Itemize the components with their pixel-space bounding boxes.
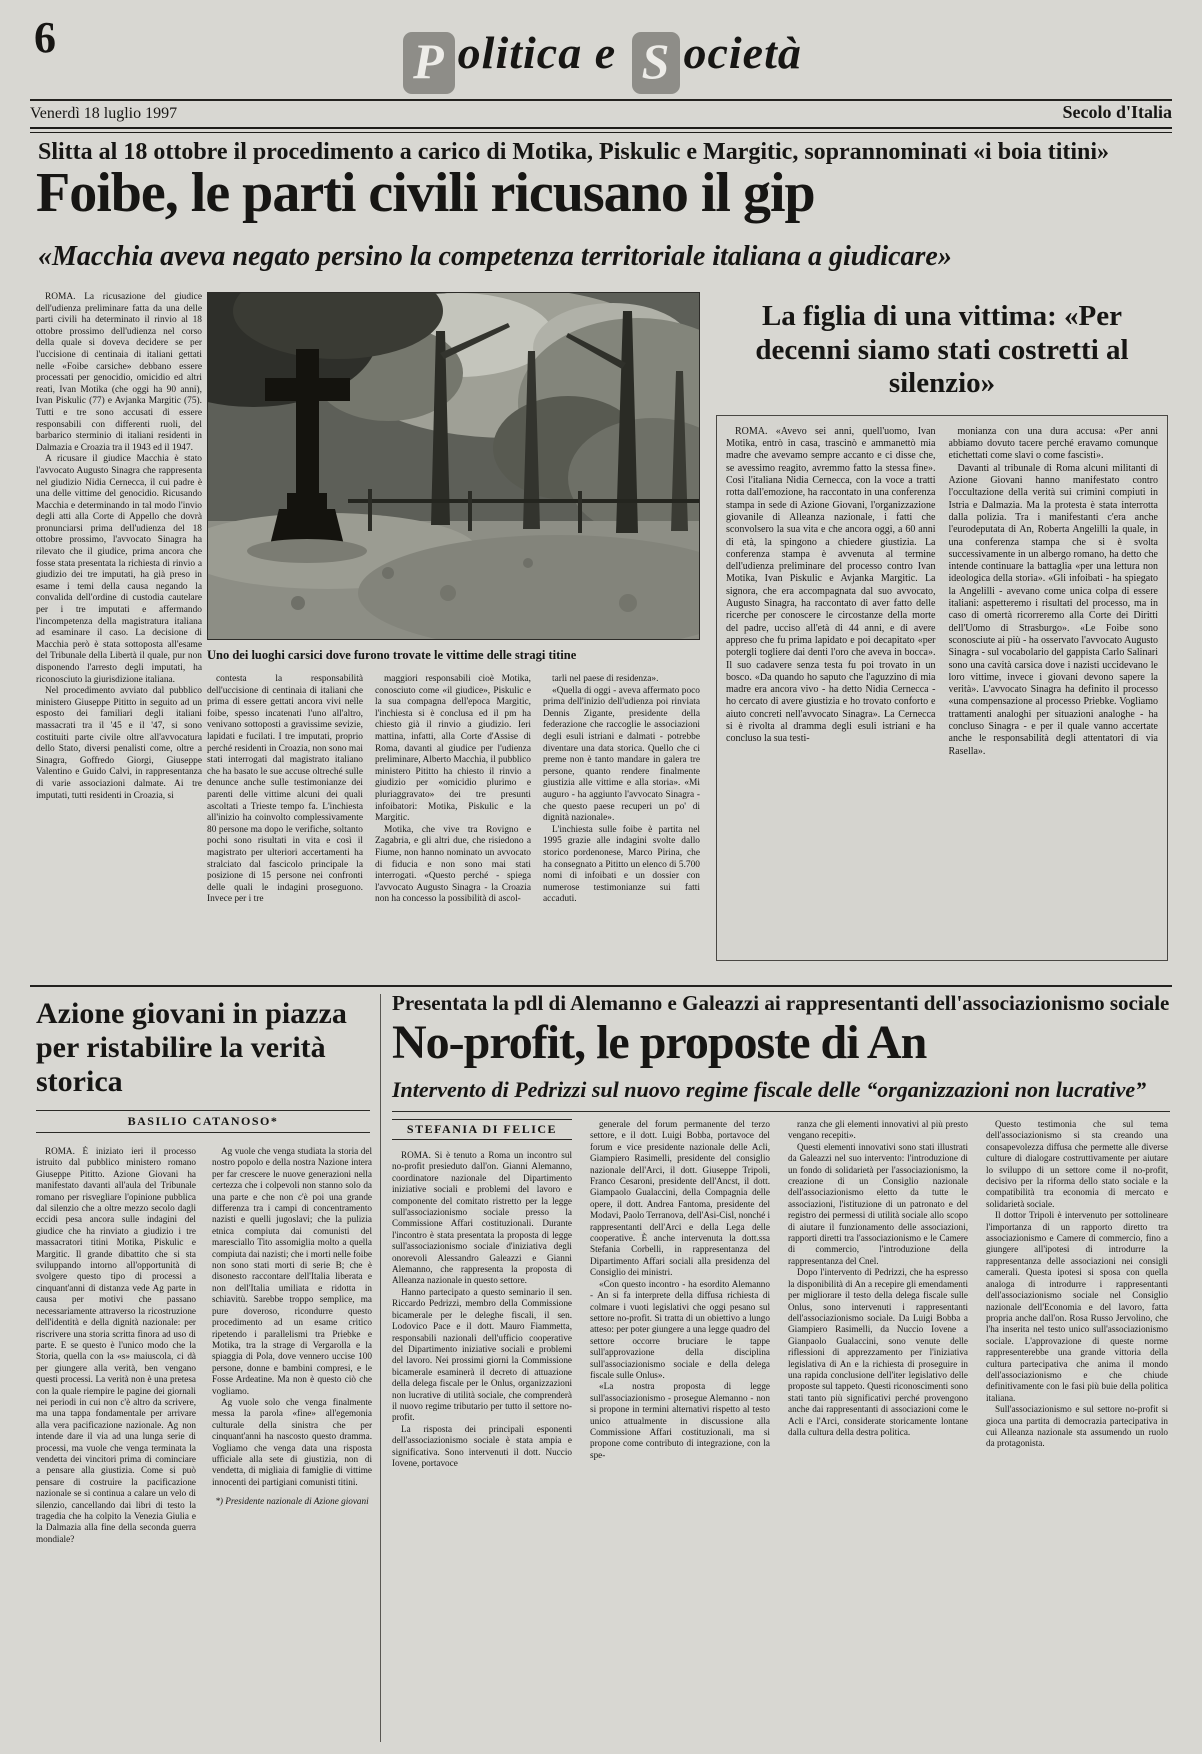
left-article-byline: BASILIO CATANOSO*	[36, 1110, 370, 1133]
forest-cross-photo-illustration	[208, 293, 699, 639]
column-divider	[380, 994, 381, 1742]
left-article-column-2	[212, 1146, 372, 1736]
noprofit-kicker: Presentata la pdl di Alemanno e Galeazzi ai rappresentanti dell'associazionismo sociale	[392, 991, 1170, 1015]
main-article-column-3: maggiori responsabili cioè Motika, conosciuto come «il giudice», Piskulic e la sua compagna dell'epoca Margitic, l'inchiesta si è conclusa ed il pm ha chiesto già il rinvio a giudizio. Ieri mattina, infatti, alla Corte d'Assise di Roma, davanti al giudice per l'udienza preliminare, Alberto Macchia, il pubblico ministero Pititto ha chiesto il rinvio a giudizio per «omicidio plurimo e pluriaggravato» dei tre presunti infoibatori: Motika, Piskulic e la Margitic. Motika, che vive tra Rovigno e Zagabria, e gli altri due, che risiedono a Fiume, non hanno nominato un avvocato di fiducia e non sono mai stati interrogati. «Questo perché - spiega l'avvocato Augusto Sinagra - la Croazia non ha concesso la possibilità di ascol-	[375, 674, 531, 905]
main-subhead: «Macchia aveva negato persino la competenza territoriale italiana a giudicare»	[38, 241, 952, 272]
header-double-rule	[30, 127, 1172, 133]
header-rule	[30, 99, 1172, 101]
noprofit-byline: STEFANIA DI FELICE	[392, 1119, 572, 1140]
noprofit-column-4: Questo testimonia che sul tema dell'associazionismo si sta creando una consapevolezza diffusa che permette alle diverse culture di dialogare costruttivamente per aiutare lo sviluppo di un settore come il no-profit, decisivo per la riforma dello stato sociale e la compatibilità tra economia di mercato e solidarietà sociale. Il dottor Tripoli è intervenuto per sottolineare l'importanza di un rapporto diretto tra associazionismo e Camere di commercio, fino a giungere all'ipotesi di introdurre la rappresentanza delle associazioni nei consigli camerali. Questa ipotesi si sposa con quella analoga di introdurre i rappresentanti dell'associazionismo sociale nel Consiglio nazionale dell'Economia e del lavoro, fatta propria anche dall'on. Rosa Russo Jervolino, che l'ha inserita nel testo unico sull'associazionismo sociale. L'approvazione di queste norme rappresenterebbe una grande vittoria della cultura partecipativa che anima il mondo dell'associazionismo e che chiude definitivamente con le fasi più buie della politica italiana. Sull'associazionismo e sul settore no-profit si gioca una partita di democrazia partecipativa in cui Alleanza nazionale sta assumendo un ruolo da protagonista.	[986, 1119, 1168, 1449]
noprofit-column-3: ranza che gli elementi innovativi al più presto vengano recepiti». Questi elementi innovativi sono stati illustrati da Galeazzi nel suo intervento: l'introduzione di un fondo di solidarietà per l'associazionismo, la creazione di un Consiglio nazionale dell'associazionismo eletto da tutte le associazioni, l'istituzione di un patronato e del registro dei permessi di utilità sociale allo scopo di aiutare il funzionamento delle associazioni, rapporti diretti tra l'associazionismo e le Camere di commercio, l'introduzione della rappresentanza del Cnel. Dopo l'intervento di Pedrizzi, che ha espresso la disponibilità di An a recepire gli emendamenti per migliorare il testo della delega fiscale sulle Onlus, sono intervenuti i rappresentanti dell'associazionismo sociale. Da Luigi Bobba a Giampiero Rasimelli, da Nuccio Iovene a Gianpaolo Gualaccini, sono venute delle riflessioni di apprezzamento per l'iniziativa legislativa di An e la richiesta di proseguire in una rapida conclusione dell'iter legislativo delle proposte sul tappeto. Questi riconoscimenti sono stati tanto più significativi perché provengono anche dai rappresentanti di associazioni come le Acli e l'Arci, considerate storicamente lontane dalla cultura della destra politica.	[788, 1119, 968, 1437]
left-article-footnote: *) Presidente nazionale di Azione giovani	[215, 1496, 369, 1507]
noprofit-subhead: Intervento di Pedrizzi sul nuovo regime fiscale delle “organizzazioni non lucrative”	[392, 1077, 1170, 1112]
sidebar-title: La figlia di una vittima: «Per decenni siamo stati costretti al silenzio»	[755, 300, 1129, 400]
sidebar-column-2: monianza con una dura accusa: «Per anni abbiamo dovuto tacere perché eravamo comunque etichettati come slavi o come fascisti». Davanti al tribunale di Roma alcuni militanti di Azione Giovani hanno manifestato contro l'occultazione della verità sui crimini compiuti in Istria e Dalmazia. Ma la protesta è stata interrotta dalla polizia. Tra i manifestanti c'era anche l'eurodeputata di An, Roberta Angelilli la quale, in una conferenza stampa che si è svolta successivamente in un albergo romano, ha detto che intende continuare la battaglia «per una lettura non ideologica della storia». «Gli infoibati - ha spiegato la Angelilli - avevano come unica colpa di essere italiani: aspetteremo i risultati del processo, ma in caso di omertà ricorreremo alla Corte dei Diritti dell'Uomo di Strasburgo». «Le Foibe sono sconosciute ai più - ha osservato l'avvocato Augusto Sinagra - sul vocabolario del gappista Carlo Salinari sono una cavità carsica dove i nazisti uccidevano le loro vittime, invece i giovani devono sapere la verità». L'avvocato Sinagra ha definito il processo «una compensazione al processo Priebke. Vogliamo trattamenti analoghi per situazioni analoghe - ha concluso Sinagra - e per il quale vanno accertate anche le responsabilità degli attentatori di via Rasella».	[948, 425, 1158, 757]
dateline	[30, 102, 1172, 123]
section-title	[0, 26, 1202, 94]
noprofit-column-2: generale del forum permanente del terzo settore, e il dott. Luigi Bobba, portavoce del forum e vice presidente nazionale delle Acli, Giampiero Rasimelli, presidente del consiglio nazionale dell'Arci, il dott. Giuseppe Tripoli, Franco Cesaroni, presidente dell'Ancst, il dott. Giampaolo Gualaccini, della Compagnia delle opere, il dott. Andrea Fantoma, presidente del Modavi, Paolo Terranova, dell'Asi-Cisl, nonché i rappresentanti dell'Arci e della Lega delle cooperative. È anche intervenuta la dott.ssa Stefania Corbelli, in rappresentanza del Dipartimento Affari sociali alla presidenza del Consiglio dei ministri. «Con questo incontro - ha esordito Alemanno - An si fa interprete della diffusa richiesta di colmare i vuoti legislativi che oggi pesano sul settore no-profit. Si tratta di un obiettivo a lungo atteso: per poter giungere a una legge quadro del settore occorre bruciare le tappe sull'approvazione della disciplina sull'associazionismo sociale e della delega fiscale sulle Onlus». «La nostra proposta di legge sull'associazionismo - prosegue Alemanno - non si propone in termini alternativi rispetto al testo unico attualmente in discussione alla Commissione Affari costituzionali, ma si propone come contributo di integrazione, con la spe-	[590, 1119, 770, 1460]
masthead: Secolo d'Italia	[1062, 102, 1172, 122]
section-title-initial-p: P	[403, 32, 455, 94]
section-divider	[30, 985, 1172, 987]
section-title-mid: olitica e	[457, 27, 629, 78]
left-article-column-1: ROMA. È iniziato ieri il processo istruito dal pubblico ministero romano Giuseppe Pititto. Azione Giovani ha manifestato davanti all'aula del Tribunale romano per risvegliare l'opinione pubblica dal silenzio che a oltre mezzo secolo dagli eccidi pesa ancora sulle indagini del giudice che ha rinviato a giudizio i tre massacratori titini Motika, Piskulic e Margitic. Il grande dibattito che si sta sviluppando intorno all'opportunità di svolgere questo tipo di processi a cinquant'anni di distanza vede Ag parte in causa per motivi che passano necessariamente attraverso la ricostruzione dell'identità e della dignità nazionale: per riscrivere una storia scritta finora ad uso di parte. E se questo è l'unico modo che la Storia, quella con la «s» maiuscola, ci dà per giungere alla verità, ben vengano questi processi. La verità non è una pretesa con la quale riempire le pagine dei giornali nei periodi in cui non c'è altro da scrivere, ma una tappa fondamentale per arrivare alla vera pacificazione nazionale. Ag non intende dare il via ad una lunga serie di processi, ma vuole che venga terminata la vendetta dei vincitori prima di cominciare a pensare alla giustizia. Come si può pensare di costruire la pacificazione nazionale se si continua a calare un velo di silenzio, cancellando dai libri di testo la tragedia che ha colpito la Venezia Giulia e la Dalmazia alla fine della seconda guerra mondiale?	[36, 1146, 196, 1544]
left-article-headline: Azione giovani in piazza per ristabilire la verità storica	[36, 997, 347, 1098]
foibe-photo	[207, 292, 700, 640]
photo-caption: Uno dei luoghi carsici dove furono trovate le vittime delle stragi titine	[207, 648, 577, 662]
left-article-column-2-text: Ag vuole che venga studiata la storia del nostro popolo e della nostra Nazione intera per far crescere le nuove generazioni nella certezza che i colpevoli non stanno solo da una parte e che non c'è poi una grande differenza tra i campi di concentramento nazisti e quelli jugoslavi; che la pulizia etnica compiuta dai comunisti del maresciallo Tito assomiglia molto a quella compiuta dai nazisti; che i morti nelle foibe non sono stati morti di serie B; che è disonesto raccontare dell'Italia liberata e non dell'Italia umiliata e ridotta in schiavitù. Sarebbe troppo semplice, ma pure doveroso, ricondurre questo procedimento ad un esame critico ripetendo i parallelismi tra Priebke e Motika, tra la strage di Vergarolla e la spiaggia di Pola, dove vennero uccise 100 persone, donne e bambini compresi, e le Fosse Ardeatine. Ma non è questo ciò che vogliamo. Ag vuole solo che venga finalmente messa la parola «fine» all'egemonia culturale della sinistra che per cinquant'anni ha nascosto questo dramma. Vogliamo che venga data una risposta ufficiale alla sete di giustizia, non di vendetta, di migliaia di famiglie di vittime innocenti dei partigiani comunisti titini.	[212, 1146, 372, 1487]
main-headline: Foibe, le parti civili ricusano il gip	[36, 162, 815, 224]
page-number: 6	[34, 13, 56, 62]
main-article-column-4: tarli nel paese di residenza». «Quella di oggi - aveva affermato poco prima dell'inizio dell'udienza poi rinviata Dennis Zigante, presidente della federazione che raccoglie le associazioni degli esuli istriani e dalmati - potrebbe diventare una data storica. Quello che ci preme non è tanto mandare in galera tre persone, quanto rendere finalmente giustizia alle vittime e alla storia». «Mi auguro - ha aggiunto l'avvocato Sinagra - che questo paese recuperi un po' di dignità nazionale». L'inchiesta sulle foibe è partita nel 1995 grazie alle indagini svolte dallo storico pordenonese, Marco Pirina, che ha consegnato a Pititto un elenco di 5.700 nomi di infoibati e un dossier con numerose testimonianze sui fatti accaduti.	[543, 674, 700, 905]
issue-date: Venerdì 18 luglio 1997	[30, 105, 178, 122]
main-kicker: Slitta al 18 ottobre il procedimento a carico di Motika, Piskulic e Margitic, soprannominati «i boia titini»	[38, 139, 1110, 165]
sidebar-box	[716, 415, 1168, 961]
noprofit-column-1: ROMA. Si è tenuto a Roma un incontro sul no-profit presieduto dall'on. Gianni Alemanno, coordinatore nazionale del Dipartimento iniziative sociali e problemi del lavoro e componente del comitato ristretto per la legge sull'associazionismo sociale presso la Commissione Affari costituzionali. Durante l'incontro è stata presentata la proposta di legge sull'associazionismo sociale d'iniziativa degli onorevoli Alessandro Galeazzi e Gianni Alemanno, che rappresenta la proposta di Alleanza nazionale in questo settore. Hanno partecipato a questo seminario il sen. Riccardo Pedrizzi, membro della Commissione bicamerale per le deleghe fiscali, il sen. Lodovico Pace e il dott. Mauro Fiammetta, responsabili nazionali dell'ufficio cooperative del Dipartimento iniziative sociali e problemi del lavoro. Nei prossimi giorni la Commissione bicamerale esaminerà il decreto di attuazione della delega fiscale per le Onlus, organizzazioni non lucrative di utilità sociale, che comprenderà il nuovo regime tributario per tutto il settore no-profit. La risposta dei principali esponenti dell'associazionismo sociale è stata ampia e significativa. Sono intervenuti il dott. Nuccio Iovene, portavoce	[392, 1150, 572, 1468]
sidebar-victim-daughter	[716, 300, 1168, 961]
section-title-end: ocietà	[683, 27, 802, 78]
main-article-column-2: contesta la responsabilità dell'uccisione di centinaia di italiani che prima di essere gettati ancora vivi nelle foibe, spesso incatenati l'uno all'altro, venivano sottoposti a gravissime sevizie, lapidati e fucilati. I tre imputati, proprio perché residenti in Croazia, non sono mai stati interrogati dal magistrato italiano che ha basato le sue accuse oltreché sulle denunce anche sulle testimonianze dei parenti delle vittime alcuni dei quali ascoltati a Trieste tempo fa. L'inchiesta all'inizio ha coinvolto complessivamente 80 persone ma dopo le verifiche, soltanto pochi sono risultati in vita e così il magistrato per ulteriori accertamenti ha stralciato dal fascicolo principale la posizione di 15 persone nei confronti delle quali le indagini proseguono. Invece per i tre	[207, 674, 363, 905]
section-title-initial-s: S	[632, 32, 681, 94]
main-article-column-1: ROMA. La ricusazione del giudice dell'udienza preliminare fatta da una delle parti civili ha determinato il rinvio al 18 ottobre prossimo dell'udienza nel corso della quale si doveva decidere se per l'uccisione di centinaia di italiani gettati nelle «Foibe carsiche» debbano essere processati per genocidio, omicidio ed altri reati, Ivan Motika (che oggi ha 90 anni), Ivan Piskulic (77) e Avjanka Margitic (75). Tutti e tre sono accusati di essere responsabili con differenti ruoli, del barbarico sterminio di italiani residenti in Dalmazia e Croazia tra il 1943 ed il 1947. A ricusare il giudice Macchia è stato l'avvocato Augusto Sinagra che rappresenta nel giudizio Nidia Cernecca, il cui padre è una delle vittime del genocidio. Ricusando Macchia e determinando in tal modo l'invio degli atti alla Corte di Appello che dovrà pronunciarsi prima dell'udienza del 18 ottobre prossimo, l'avvocato Sinagra ha rilevato che il giudice, prima ancora che fosse stata presentata la richiesta di rinvio a giudizio dei tre imputati, ha già preso in esame i temi della causa negando la convalida dell'ordine di custodia cautelare per i tre imputati e affermando l'incompetenza della magistratura italiana ad esaminare il caso. La decisione di Macchia però è stata sottoposta all'esame del Tribunale della Libertà il quale, pur non disponendo l'arresto degli imputati, ha riconosciuto la giurisdizione italiana. Nel procedimento avviato dal pubblico ministero Giuseppe Pititto in seguito ad un esposto dei familiari degli italiani massacrati tra il '45 e il '47, si sono costituiti parte civile oltre all'avvocatura dello Stato, diversi penalisti come, oltre a Sinagra, Goffredo Giorgi, Giuseppe Valentino e Guido Calvi, in rappresentanza di varie associazioni dalmate. Ai tre imputati, tutti residenti in Croazia, si	[36, 292, 202, 801]
noprofit-headline: No-profit, le proposte di An	[392, 1016, 927, 1069]
sidebar-column-1: ROMA. «Avevo sei anni, quell'uomo, Ivan Motika, entrò in casa, trascinò e ammanettò mia madre che avevamo sempre accanto e ci disse che, se avessimo reagito, avremmo fatto la stessa fine». Così l'italiana Nidia Cernecca, con la voce a tratti rotta dall'emozione, ha raccontato in una conferenza stampa in sede di Azione Giovani, l'organizzazione giovanile di Alleanza nazionale, i fatti che sconvolsero la sua vita e che ancora oggi, a 60 anni di età, la spingono a chiedere giustizia. La conferenza stampa è avvenuta al termine dell'udienza preliminare del processo contro Ivan Motika, Ivan Piskulic e Avjanka Margitic. La signora, che era accompagnata dal suo avvocato, Augusto Sinagra, ha raccontato di aver fatto delle ricerche per conoscere le circostanze della morte del padre, ucciso all'età di 44 anni, e di avere appreso che fu prima lapidato e poi decapitato «per potergli togliere dai denti l'oro che aveva in bocca». Il suo cadavere senza testa fu poi trovato in un bosco. «Da quando ho saputo che l'aguzzino di mia madre era ancora vivo - ha detto Nidia Cernecca - ho cercato di avere giustizia e ho trovato conforto e aiuto concreti nell'avvocato Sinagra». La Cernecca si è rivolta al dramma degli esuli istriani e ha concluso la sua testi-	[726, 425, 936, 745]
